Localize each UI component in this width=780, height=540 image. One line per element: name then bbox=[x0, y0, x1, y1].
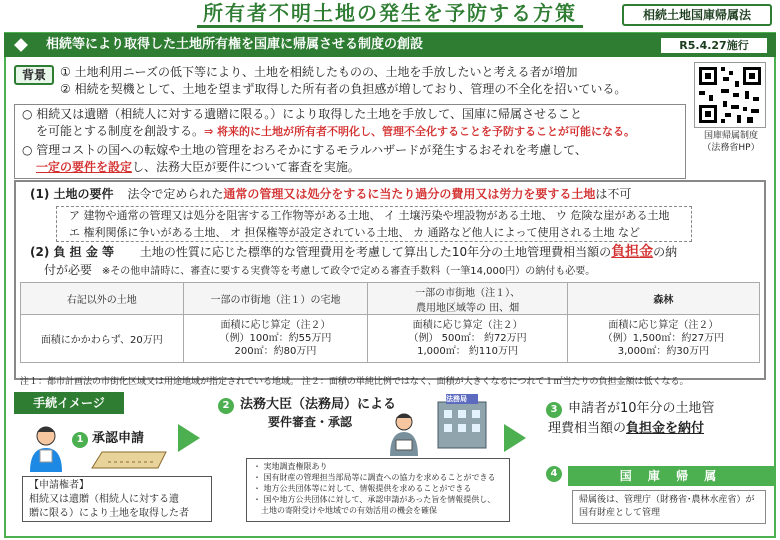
fee-header-forest: 森林 bbox=[567, 283, 759, 315]
arrow-2-icon bbox=[504, 424, 526, 452]
official-icon bbox=[384, 412, 424, 456]
step-2-line-2: 要件審査・承認 bbox=[268, 415, 353, 429]
header-text: 相続等により取得した土地所有権を国庫に帰属させる制度の創設 bbox=[46, 37, 424, 52]
fee-cell-residential: 面積に応じ算定（注２） （例）100㎡：約55万円 200㎡：約80万円 bbox=[183, 315, 368, 363]
page-title: 所有者不明土地の発生を予防する方策 bbox=[0, 0, 780, 26]
arrow-1-icon bbox=[178, 424, 200, 452]
fee-header-other: 右記以外の土地 bbox=[21, 283, 184, 315]
background-lines bbox=[60, 64, 626, 98]
person-icon bbox=[18, 424, 74, 474]
fee-cell-other: 面積にかかわらず、20万円 bbox=[21, 315, 184, 363]
step-4-number: 4 bbox=[546, 466, 562, 482]
qr-caption: 国庫帰属制度 （法務省HP） bbox=[702, 131, 760, 153]
land-requirement: (1) 土地の要件 法令で定められた通常の管理又は処分をするに当たり過分の費用又は労力を要する土地は不可 bbox=[30, 187, 632, 201]
diamond-icon bbox=[14, 38, 28, 52]
step-3-number: 3 bbox=[546, 402, 562, 418]
law-badge: 相続土地国庫帰属法 bbox=[622, 4, 772, 26]
treasury-bar: 国 庫 帰 属 bbox=[568, 466, 774, 486]
background-line-2: ② 相続を契機として、土地を望まず取得した所有者の負担感が増しており、管理の不全化を招いている。 bbox=[60, 82, 627, 96]
main-line-2: を可能とする制度を創設する。⇒ 将来的に土地が所有者不明化し、管理不全化することを予防することが可能になる。 bbox=[36, 124, 636, 138]
fee-cell-forest: 面積に応じ算定（注２） （例）1,500㎡：約27万円 3,000㎡：約30万円 bbox=[567, 315, 759, 363]
step-2-line-1: 法務大臣（法務局）による bbox=[240, 397, 397, 412]
fee-requirement-cont: 付が必要 ※その他申請時に、審査に要する実費等を考慮して政令で定める審査手数料（一筆14,000円）の納付も必要。 bbox=[44, 263, 596, 277]
process-label: 手続イメージ bbox=[14, 392, 124, 414]
step-1-text: 承認申請 bbox=[92, 431, 145, 446]
step-1-number: 1 bbox=[72, 432, 88, 448]
qr-code-icon bbox=[695, 63, 765, 127]
applicant-box: 【申請権者】 相続又は遺贈（相続人に対する遺 贈に限る）により土地を取得した者 bbox=[22, 476, 212, 522]
background-label: 背景 bbox=[14, 65, 54, 85]
main-line-1: ○ 相続又は遺贈（相続人に対する遺贈に限る。）により取得した土地を手放して、国庫に帰属させること bbox=[22, 107, 583, 121]
fee-table bbox=[20, 282, 760, 363]
qr-code[interactable] bbox=[694, 62, 766, 128]
fee-cell-farmland: 面積に応じ算定（注２） （例） 500㎡： 約72万円 1,000㎡： 約110万円 bbox=[368, 315, 568, 363]
fee-requirement: (2) 負 担 金 等 土地の性質に応じた標準的な管理費用を考慮して算出した10年分の土地管理費相当額の負担金の納 bbox=[30, 244, 678, 260]
step-2-number: 2 bbox=[218, 398, 234, 414]
effective-date-badge: R5.4.27施行 bbox=[660, 37, 768, 54]
fee-header-residential: 一部の市街地（注１）の宅地 bbox=[183, 283, 368, 315]
review-details-box: ・ 実地調査権限あり ・ 国有財産の管理担当部局等に調査への協力を求めることができる ・ 地方公共団体等に対して、情報提供を求めることができる ・ 国や地方公共団体に対して、承認申請があった旨を情報提供し、 土地の寄附受けや地域での有効活用の機会を確保 bbox=[246, 458, 510, 522]
land-parcel-icon bbox=[88, 448, 170, 472]
step-3-line-2: 理費相当額の負担金を納付 bbox=[548, 421, 705, 436]
step-3-line-1: 申請者が10年分の土地管 bbox=[568, 401, 715, 416]
bureau-sign: 法務局 bbox=[446, 395, 467, 403]
treasury-note: 帰属後は、管理庁（財務省･農林水産省）が国有財産として管理 bbox=[572, 490, 766, 524]
fee-header-farmland: 一部の市街地（注１）、 農用地区域等の 田、畑 bbox=[368, 283, 568, 315]
land-requirement-examples: ア 建物や通常の管理又は処分を阻害する工作物等がある土地、 イ 土壌汚染や埋設物がある土地、 ウ 危険な崖がある土地 エ 権利関係に争いがある土地、 オ 担保権等が設定されている土地、 カ 通路など他人によって使用される土地 など bbox=[56, 206, 692, 242]
main-line-4: 一定の要件を設定し、法務大臣が要件について審査を実施。 bbox=[36, 160, 360, 174]
main-line-3: ○ 管理コストの国への転嫁や土地の管理をおろそかにするモラルハザードが発生するおそれを考慮して、 bbox=[22, 143, 587, 157]
fee-note: 注１：都市計画法の市街化区域又は用途地域が指定されている地域。 注２：面積の単純比例ではなく、面積が大きくなるにつれて１㎡当たりの負担金額は低くなる。 bbox=[20, 377, 689, 387]
background-line-1: ① 土地利用ニーズの低下等により、土地を相続したものの、土地を手放したいと考える者が増加 bbox=[60, 65, 578, 79]
